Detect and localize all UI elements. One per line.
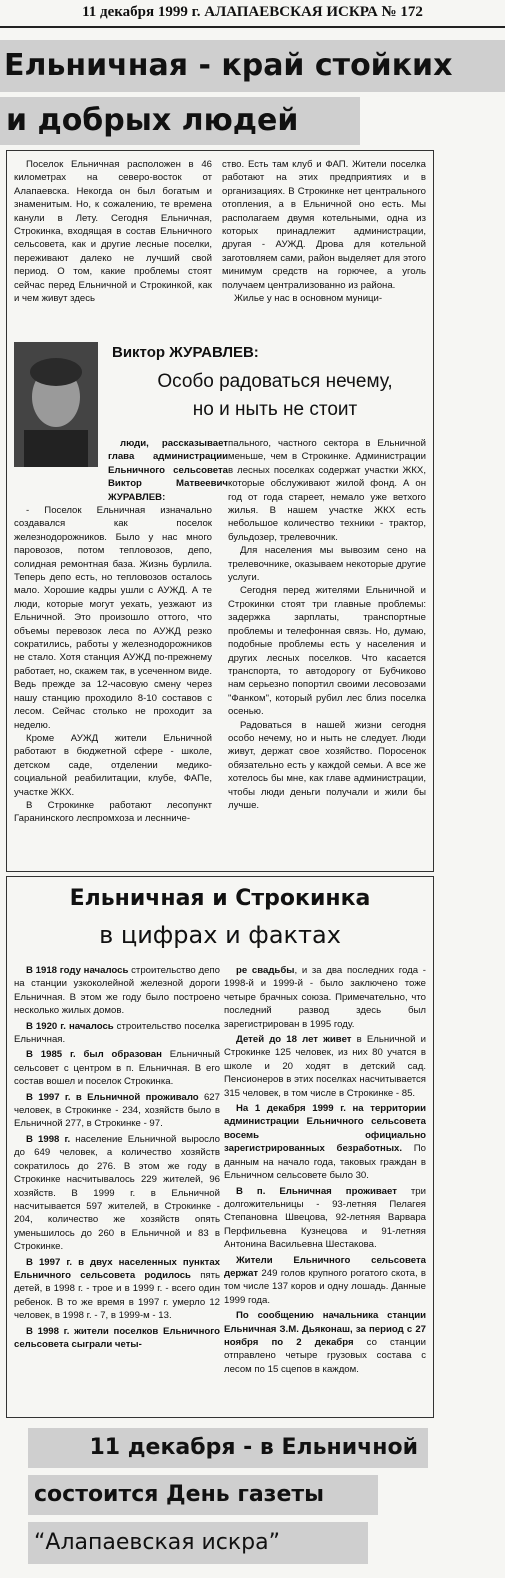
fact-text: три долгожительницы - 93-летняя Пелагея Степановна Швецова, 92-летняя Варвара Перфильевна Кузнецова и 91-летняя Антонина Васильевна Шестакова. [224, 1185, 426, 1251]
headline-line-2: и добрых людей [0, 97, 360, 145]
intro-right-column [222, 158, 426, 334]
interview-r1: пального, частного сектора в Ельничной меньше, чем в Строкинке. Администрации в лесных поселках содержат участки ЖКХ, которые обслуживают жилой фонд. А он год от года стареет, немало уже ветхого жилья. В нашем участке ЖКХ есть небольшое количество техники - трактор, бульдозер, трелевочник. [228, 438, 426, 543]
interview-subhead [110, 368, 440, 424]
intro-left-column [14, 158, 212, 334]
footer-line-2: состоится День газеты [28, 1475, 378, 1515]
fact-item [14, 1091, 220, 1131]
fact-lead: В 1918 году началось [26, 965, 129, 976]
interview-lead-text: люди, рассказывает глава администрации Ельничного сельсовета Виктор Матвеевич ЖУРАВЛЕВ: [108, 438, 228, 501]
fact-text: строительство поселка Ельничная. [14, 1020, 220, 1046]
facts-title-1: Ельничная и Строкинка [69, 886, 371, 911]
interview-p1: - Поселок Ельничная изначально создавался как поселок железнодорожников. Было у нас много паровозов, потом тепловозов, депо, солидная ремонтная база. Жизнь бурлила. Теперь депо есть, но тепловозов осталось мало. Хорошие кадры ушли с АУЖД. А те люди, которые могут уехать, уезжают из Ельничной. Это произошло оттого, что объемы перевозок леса по АУЖД резко сократились, работы у железнодорожников не стало. Хотя станция АУЖД по-прежнему работает, но, скажем так, в усеченном виде. Ведь прежде за 12-часовую смену через нашу станцию проходило 8-10 составов с лесом. Сейчас столько не проходит за неделю. [14, 505, 212, 731]
fact-text: пять детей, в 1998 г. - трое и в 1999 г. - всего один ребенок. В то же время в 1997 г. умерло 12 человек, в 1998 г. - 7, в 1999-м - 13. [14, 1269, 220, 1322]
fact-lead: В п. Ельничная проживает [236, 1185, 397, 1197]
subhead-line-1: Особо радоваться нечему, [157, 371, 393, 392]
interview-p2: Кроме АУЖД жители Ельничной работают в бюджетной сфере - школе, детском саде, отделении медико-социальной реабилитации, клубе, ФАПе, участке ЖКХ. [14, 732, 212, 798]
footer-line-1: 11 декабря - в Ельничной [28, 1428, 428, 1468]
interview-r2: Для населения мы вывозим сено на трелевочнике, оказываем некоторые другие услуги. [228, 545, 426, 584]
fact-item [224, 1254, 426, 1308]
headline-line-1: Ельничная - край стойких [0, 40, 505, 92]
fact-item [224, 964, 426, 1031]
fact-item [14, 1256, 220, 1323]
fact-item [14, 964, 220, 1018]
facts-left-column [14, 964, 220, 1410]
fact-text: население Ельничной выросло до 649 человек, а количество хозяйств сократилось до 276. В этом же году в Строкинке насчитывалось 229 жителей, 96 хозяйств. В 1999 г. в Ельничной насчитывается 597 жителей, в Строкинке - 204, количество же хозяйств опять уменьшилось до 260 в Ельничной и 83 в Строкинке. [14, 1133, 220, 1253]
interview-r4: Радоваться в нашей жизни сегодня особо нечему, но и ныть не следует. Люди живут, держат свое хозяйство. Поросенок обязательно есть у каждой семьи. А все же хотелось бы мне, как главе администрации, чтобы люди деньги получали и жили бы лучше. [228, 719, 426, 811]
fact-text: в Ельничной и Строкинке 125 человек, из них 80 учатся в школе и 20 ходят в детский сад. Пенсионеров в этих поселках насчитывается 315 человек, в том числе в Строкинке - 85. [224, 1034, 426, 1099]
fact-item [224, 1309, 426, 1376]
fact-text: со станции отправлено четыре грузовых состава с лесом по 15 сцепов в каждом. [224, 1336, 426, 1375]
fact-lead: ре свадьбы [236, 965, 295, 976]
interview-left-column [14, 504, 212, 864]
fact-lead: В 1985 г. был образован [26, 1049, 162, 1061]
author-photo [14, 342, 98, 467]
fact-item [224, 1185, 426, 1252]
masthead-rule [0, 26, 505, 28]
facts-left-list [14, 964, 220, 1351]
fact-text: По данным на начало года, таковых граждан в Ельничном сельсовете было 30. [224, 1143, 426, 1182]
fact-lead: В 1998 г. жители поселков Ельничного сельсовета сыграли четы- [14, 1325, 220, 1350]
fact-lead: В 1997 г. в двух населенных пунктах Ельничного сельсовета родилось [14, 1256, 220, 1281]
interview-p3: В Строкинке работают лесопункт Гаранинского леспромхоза и леснниче- [14, 799, 212, 825]
fact-lead: В 1997 г. в Ельничной проживало [26, 1091, 199, 1103]
fact-lead: По сообщению начальника станции Ельничная З.М. Дьяконаш, за период с 27 ноября по 2 декабря [224, 1310, 426, 1348]
footer-line-3: “Алапаевская искра” [28, 1522, 368, 1564]
fact-lead: В 1998 г. [26, 1133, 71, 1145]
fact-lead: На 1 декабря 1999 г. на территории администрации Ельничного сельсовета восемь официально зарегистрированных безработных. [224, 1103, 426, 1155]
fact-item [224, 1102, 426, 1182]
fact-lead: Жители Ельничного сельсовета держат [224, 1254, 426, 1279]
subhead-line-2: но и ныть не стоит [192, 399, 358, 420]
fact-text: строительство депо на станции узкоколейной железной дороги Ельничная. В этом же году было построено несколько жилых домов. [14, 965, 220, 1017]
fact-text: Ельничный сельсовет с центром в п. Ельничная. В его состав вошел и поселок Строкинка. [14, 1049, 220, 1088]
interview-right-column [228, 437, 426, 865]
fact-lead: В 1920 г. началось [26, 1020, 114, 1032]
intro-left-text: Поселок Ельничная расположен в 46 километрах на северо-восток от Алапаевска. Некогда он был богатым и знаменитым. Но, к сожалению, те времена канули в Лету. Сегодня Ельничная, Строкинка, входящая в состав Ельничного сельсовета, как и другие лесные поселки, переживают далеко не лучший свой период. О том, какие проблемы стоят сейчас перед Ельничной и Строкинкой, как и чем живут здесь [14, 159, 212, 305]
facts-title-2: в цифрах и фактах [99, 921, 341, 949]
author-name: Виктор ЖУРАВЛЕВ: [112, 344, 259, 361]
fact-item [14, 1325, 220, 1352]
intro-right-text-2: Жилье у нас в основном муници- [234, 293, 383, 305]
fact-lead: Детей до 18 лет живет [236, 1034, 352, 1046]
interview-r3: Сегодня перед жителями Ельничной и Строкинки стоят три главные проблемы: задержка зарплаты, транспортные проблемы и телефонная связь. Но, думаю, подобные проблемы есть у населения и других лесных поселков. Что касается транспорта, то автодорогу от Бубчиково нам серьезно попортил своими лесовозами "Фанком", который рубил лес близ поселка осенью. [228, 585, 426, 718]
fact-item [14, 1048, 220, 1088]
fact-text: , и за два последних года - 1998-й и 1999-й - было заключено тоже четыре брачных союза. Примечательно, что последний развод здесь был зарегистрирован в 1995 году. [224, 965, 426, 1030]
fact-item [14, 1020, 220, 1047]
masthead: 11 декабря 1999 г. АЛАПАЕВСКАЯ ИСКРА № 172 [82, 4, 423, 20]
facts-right-list [224, 964, 426, 1376]
fact-item [14, 1133, 220, 1254]
fact-item [224, 1033, 426, 1100]
intro-right-text: ство. Есть там клуб и ФАП. Жители поселка работают на этих предприятиях и в организациях. В Строкинке нет центрального отопления, а в Ельничной оно есть. Мы располагаем двумя котельными, одна из которых принадлежит администрации, другая - АУЖД. Дрова для котельной заготовляем сами, район выделяет для этого минимум средств на горючее, а уголь получаем централизованно из района. [222, 159, 426, 291]
fact-text: 627 человек, в Строкинке - 234, хозяйств было в Ельничной 277, в Строкинке - 97. [14, 1091, 220, 1130]
fact-text: 249 голов крупного рогатого скота, в том числе 137 коров и одну лошадь. Данные 1999 года. [224, 1267, 426, 1306]
facts-right-column [224, 964, 426, 1410]
interview-lead [108, 437, 228, 501]
